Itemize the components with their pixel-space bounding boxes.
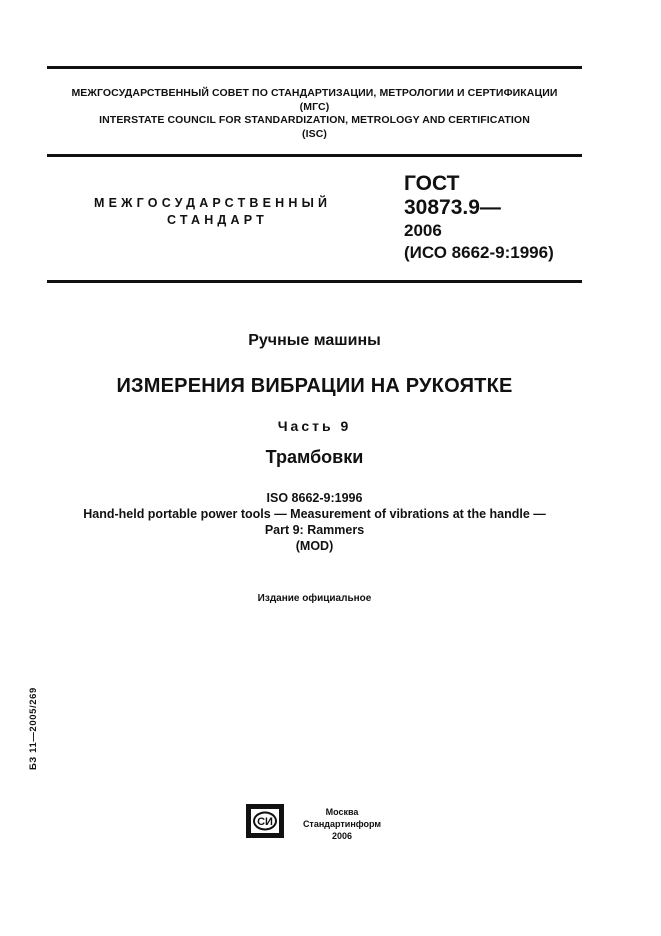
- council-abbr-en: (ISC): [302, 128, 327, 140]
- council-name-en: INTERSTATE COUNCIL FOR STANDARDIZATION, METROLOGY AND CERTIFICATION: [99, 114, 530, 126]
- standard-kind-line2: СТАНДАРТ: [167, 213, 268, 227]
- title-subtitle: Трамбовки: [265, 447, 364, 467]
- iso-title-line1: Hand-held portable power tools — Measurement of vibrations at the handle —: [83, 507, 546, 521]
- publisher-logo-icon: [246, 804, 284, 838]
- iso-code: ISO 8662-9:1996: [266, 491, 363, 505]
- designation-iso-ref: (ИСО 8662-9:1996): [404, 243, 554, 262]
- designation-prefix: ГОСТ: [404, 172, 460, 195]
- designation-year: 2006: [404, 221, 442, 240]
- title-part: Часть 9: [277, 418, 352, 434]
- publisher-block: [296, 806, 388, 842]
- publisher-logo-text: СИ: [257, 816, 273, 828]
- iso-title-line2: Part 9: Rammers: [264, 523, 365, 537]
- side-code: БЗ 11—2005/269: [28, 687, 39, 770]
- title-main: ИЗМЕРЕНИЯ ВИБРАЦИИ НА РУКОЯТКЕ: [116, 375, 513, 397]
- iso-modification: (MOD): [295, 539, 334, 553]
- title-group: Ручные машины: [248, 332, 381, 349]
- publisher-year: 2006: [331, 831, 353, 841]
- designation-block: [404, 172, 554, 264]
- top-rule: [47, 66, 582, 69]
- publisher-city: Москва: [325, 807, 359, 817]
- edition-note: Издание официальное: [257, 593, 372, 604]
- council-abbr-ru: (МГС): [299, 101, 330, 113]
- standard-kind-line1: МЕЖГОСУДАРСТВЕННЫЙ: [94, 196, 332, 210]
- council-name-ru: МЕЖГОСУДАРСТВЕННЫЙ СОВЕТ ПО СТАНДАРТИЗАЦИИ, МЕТРОЛОГИИ И СЕРТИФИКАЦИИ: [71, 87, 558, 99]
- designation-rule: [47, 280, 582, 283]
- designation-number: 30873.9—: [404, 196, 501, 219]
- publisher-name: Стандартинформ: [302, 819, 382, 829]
- header-rule: [47, 154, 582, 157]
